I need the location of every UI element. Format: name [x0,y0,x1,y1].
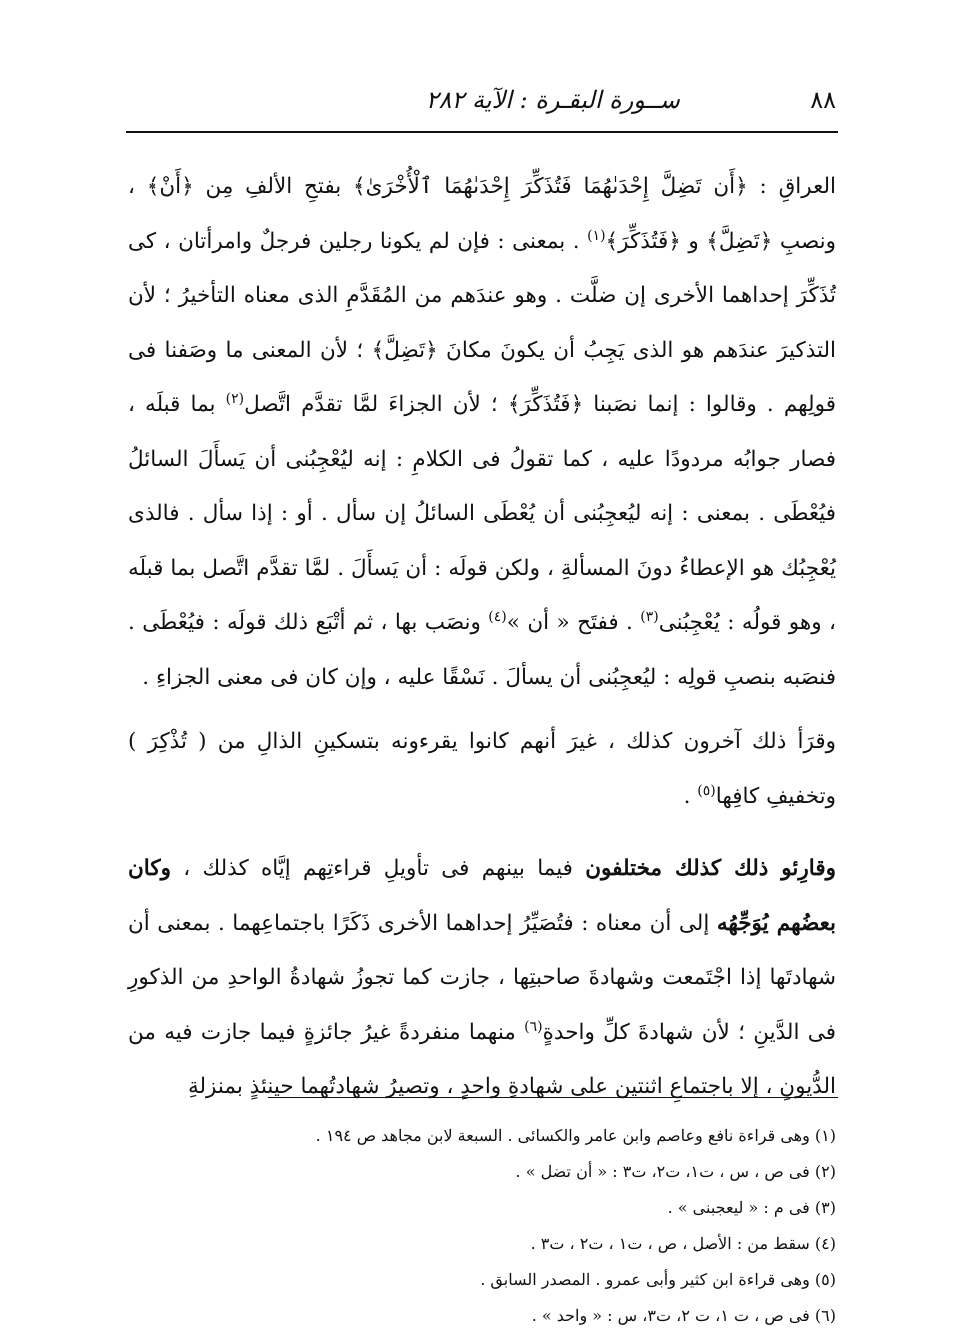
footnote-divider [268,1097,838,1098]
page-number: ٨٨ [810,86,836,114]
text-run: بفتحِ الألفِ مِن [193,174,354,199]
footnote-ref: (٣) [640,608,659,625]
main-text [128,160,836,1115]
quran-quote: ﴿تَضِلَّ﴾ [706,228,773,254]
text-run: إلى أن معناه : فتُصَيِّرُ إحداهما الأخرى ذَكَرًا باجتماعِهما . بمعنى أن شهادتَها إذا اجْتَمعت وشهادةَ صاحبتِها ، جازت كما تجوزُ شهادةُ الواحدِ من الذكورِ فى الدَّينِ ؛ لأن شهادةَ كلِّ واحدةٍ [128,910,836,1045]
quran-quote: ﴿فَتُذَكِّرَ﴾ [507,392,584,417]
footnote-5: (٥) وهى قراءة ابن كثير وأبى عمرو . المصدر السابق . [480,1270,836,1289]
bold-lead-text: وكان بعضُهم يُوَجِّهُه [128,856,836,936]
header-divider [126,131,838,133]
text-run: ، ونصبِ [128,174,836,254]
text-run: . [683,783,698,809]
text-run: ونصَب بها ، ثم أتْبَع ذلك قولَه : فيُعْطَى . فنصَبه بنصبِ قولِه : ليُعجِبُنى أن يسألَ . نَسْقًا عليه ، وإن كان فى معنى الجزاءِ . [128,610,836,690]
text-run: ؛ لأن المعنى ما وصَفنا فى قولِهم . وقالوا : إنما نصَبنا [128,337,836,417]
footnote-ref: (٥) [697,782,716,799]
text-run: ؛ لأن الجزاءَ لمَّا تقدَّم اتَّصل [244,392,508,417]
text-run: . بمعنى : فإن لم يكونا رجلين فرجلٌ وامرأتان ، كى تُذَكِّرَ إحداهما الأخرى إن ضلَّت . وهو عندَهم من المُقَدَّمِ الذى معناه التأخيرُ ؛ لأن التذكيرَ عندَهم هو الذى يَجِبُ أن يكونَ مكانَ [128,228,836,363]
paragraph-1 [128,160,836,705]
text-run: . ففتَح « أن » [506,610,641,635]
page-header [128,82,836,122]
text-run: العراقِ : [747,174,836,199]
text-run: منهما منفردةً غيرُ جائزةٍ فيما جازت فيه من الدُّيونِ ، إلا باجتماعِ اثنتين على شهادةِ واحدٍ ، وتصيرُ شهادتُهما حينئذٍ بمنزلةِ [128,1019,836,1099]
footnote-2: (٢) فى ص ، س ، ت١، ت٢، ت٣ : « أن تضل » . [515,1162,836,1181]
footnote-4: (٤) سقط من : الأصل ، ص ، ت١ ، ت٢ ، ت٣ . [530,1234,836,1253]
running-title: ســورة البقـرة : الآية ٢٨٢ [425,86,680,114]
footnotes [160,1118,836,1334]
footnote-1: (١) وهى قراءة نافع وعاصم وابن عامر والكسائى . السبعة لابن مجاهد ص ١٩٤ . [315,1126,836,1145]
quran-quote: ﴿أَنْ﴾ [146,174,194,199]
text-run: و [680,228,707,254]
footnote-ref: (٤) [488,608,507,625]
quran-quote: ﴿تَضِلَّ﴾ [371,337,438,363]
quran-quote: ﴿أَن تَضِلَّ إِحْدَىٰهُمَا فَتُذَكِّرَ إِحْدَىٰهُمَا ٱلْأُخْرَىٰ﴾ [353,174,748,199]
footnote-ref: (٢) [225,390,245,407]
quran-quote: ﴿فَتُذَكِّرَ﴾ [605,228,681,254]
text-run: فيما بينهم فى تأويلِ قراءتِهم إيَّاه كذلك ، [170,856,586,881]
paragraph-2 [128,715,836,824]
paragraph-3 [128,842,836,1115]
text-run: وقرَأ ذلك آخرون كذلك ، غيرَ أنهم كانوا يقرءونه بتسكينِ الذالِ من ( تُذْكِرَ ) وتخفيفِ كافِها [128,729,836,809]
footnote-3: (٣) فى م : « ليعجبنى » . [667,1198,836,1217]
footnote-ref: (٦) [524,1018,543,1035]
text-run: بما قبلَه ، فصار جوابُه مردودًا عليه ، كما تقولُ فى الكلامِ : إنه ليُعْجِبُنى أن يَسأَلَ السائلُ فيُعْطَى . بمعنى : إنه ليُعجِبُنى أن يُعْطَى السائلُ إن سأل . أو : إذا سأل . فالذى يُعْجِبُك هو الإعطاءُ دونَ المسألةِ ، ولكن قولَه : أن يَسأَلَ . لمَّا تقدَّم اتَّصل بما قبلَه ، وهو قولُه : يُعْجِبُنى [128,392,836,635]
footnote-ref: (١) [587,227,606,244]
bold-lead-text: وقارِئو ذلك كذلك مختلفون [585,856,836,881]
footnote-6: (٦) فى ص ، ت ١، ت ٢، ت٣، س : « واحد » . [531,1306,836,1325]
